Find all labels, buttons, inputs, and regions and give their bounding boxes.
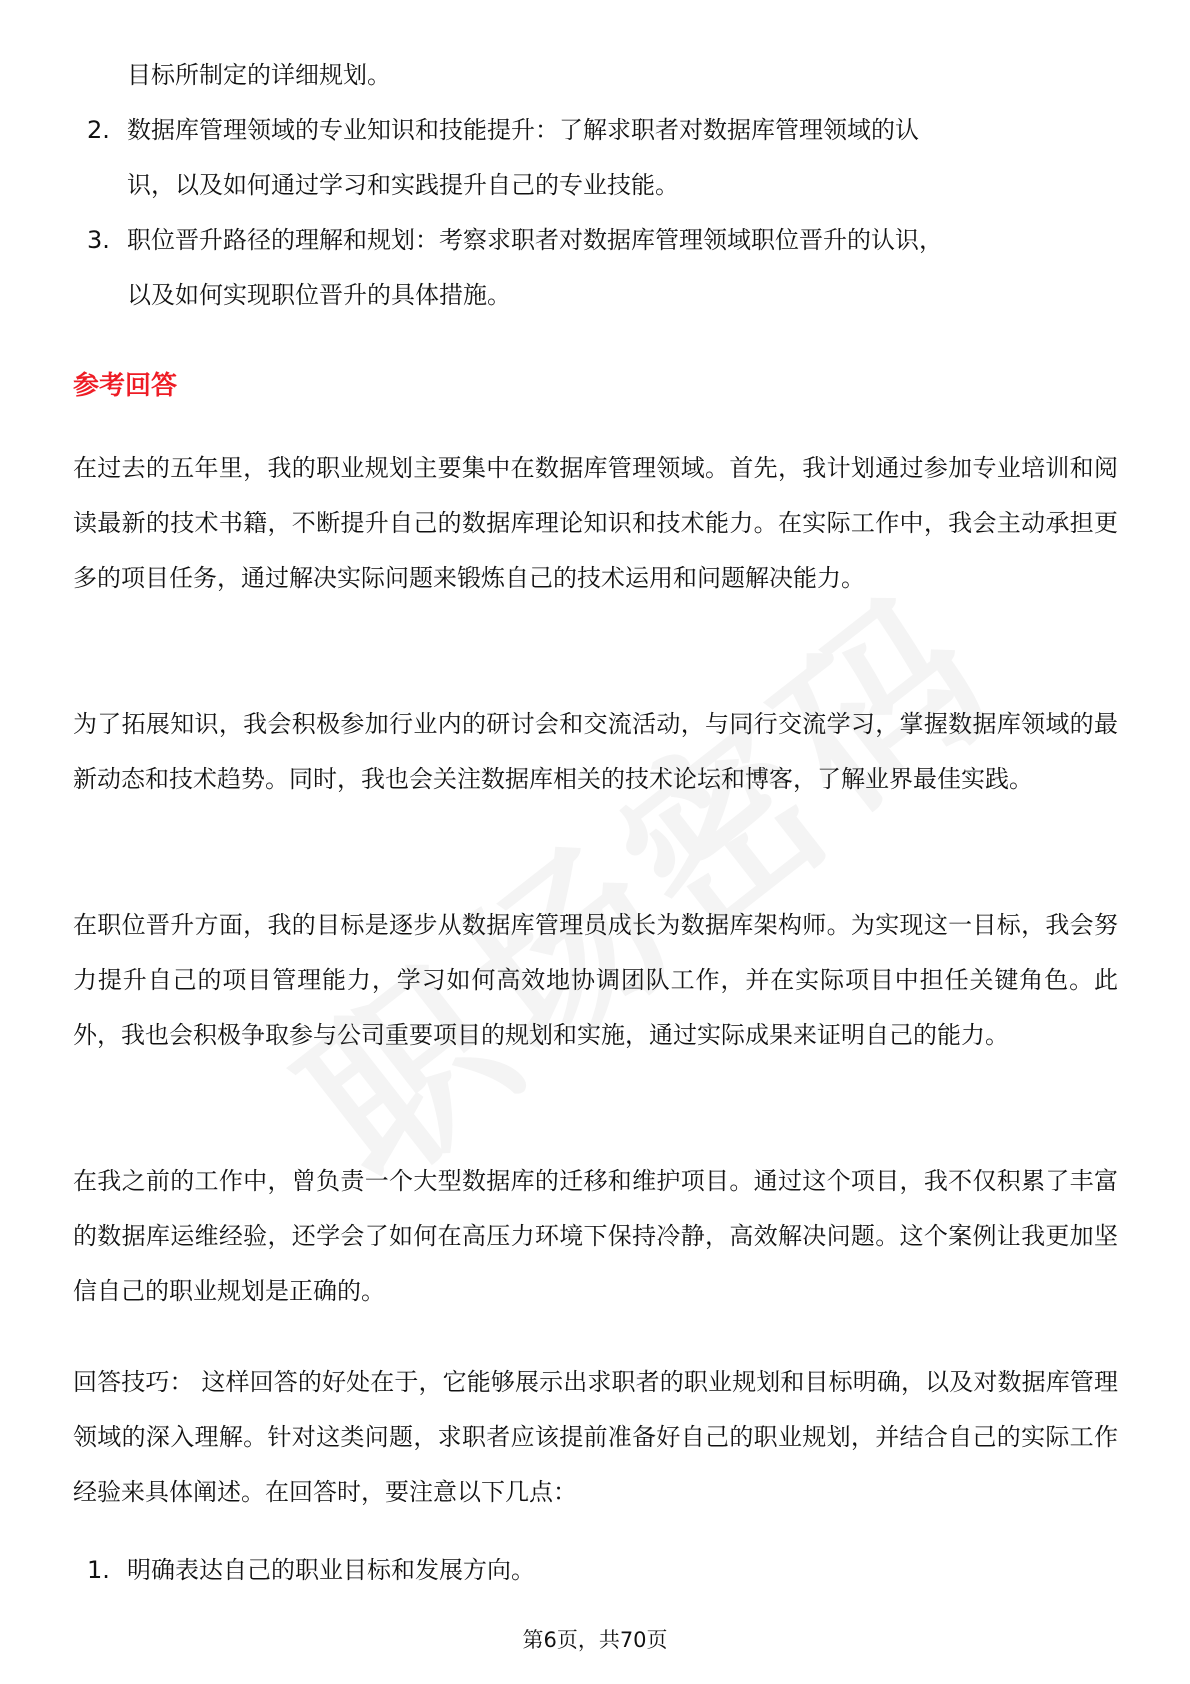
list-item-number: 3. [87, 226, 110, 254]
page-footer: 第6页，共70页 [522, 1628, 668, 1652]
list-item-text: 目标所制定的详细规划。 [127, 61, 391, 89]
list-item [0, 103, 1190, 213]
bottom-list [0, 1543, 1190, 1598]
answer-paragraph: 在我之前的工作中，曾负责一个大型数据库的迁移和维护项目。通过这个项目，我不仅积累了丰富的数据库运维经验，还学会了如何在高压力环境下保持冷静，高效解决问题。这个案例让我更加坚信自己的职业规划是正确的。 [73, 1167, 1118, 1305]
list-item-text: 明确表达自己的职业目标和发展方向。 [127, 1556, 535, 1584]
list-item [0, 213, 1190, 323]
answer-paragraph: 为了拓展知识，我会积极参加行业内的研讨会和交流活动，与同行交流学习，掌握数据库领域的最新动态和技术趋势。同时，我也会关注数据库相关的技术论坛和博客，了解业界最佳实践。 [73, 710, 1118, 793]
list-item-text: 职位晋升路径的理解和规划：考察求职者对数据库管理领域职位晋升的认识， [127, 226, 943, 254]
list-item-number: 1. [87, 1556, 110, 1584]
list-item-text: 以及如何实现职位晋升的具体措施。 [127, 281, 511, 309]
list-item [0, 48, 1190, 103]
list-item-number: 2. [87, 116, 110, 144]
list-item [0, 1543, 1190, 1598]
answer-paragraph: 在过去的五年里，我的职业规划主要集中在数据库管理领域。首先，我计划通过参加专业培训和阅读最新的技术书籍，不断提升自己的数据库理论知识和技术能力。在实际工作中，我会主动承担更多的项目任务，通过解决实际问题来锻炼自己的技术运用和问题解决能力。 [73, 454, 1118, 592]
section-heading: 参考回答 [73, 371, 178, 401]
list-item-text: 数据库管理领域的专业知识和技能提升：了解求职者对数据库管理领域的认 [127, 116, 919, 144]
answer-paragraph: 在职位晋升方面，我的目标是逐步从数据库管理员成长为数据库架构师。为实现这一目标，我会努力提升自己的项目管理能力，学习如何高效地协调团队工作，并在实际项目中担任关键角色。此外，我也会积极争取参与公司重要项目的规划和实施，通过实际成果来证明自己的能力。 [73, 911, 1118, 1049]
top-list [0, 48, 1190, 323]
answer-tips-paragraph: 回答技巧： 这样回答的好处在于，它能够展示出求职者的职业规划和目标明确，以及对数据库管理领域的深入理解。针对这类问题，求职者应该提前准备好自己的职业规划，并结合自己的实际工作经验来具体阐述。在回答时，要注意以下几点： [73, 1368, 1118, 1506]
list-item-text: 识，以及如何通过学习和实践提升自己的专业技能。 [127, 171, 679, 199]
